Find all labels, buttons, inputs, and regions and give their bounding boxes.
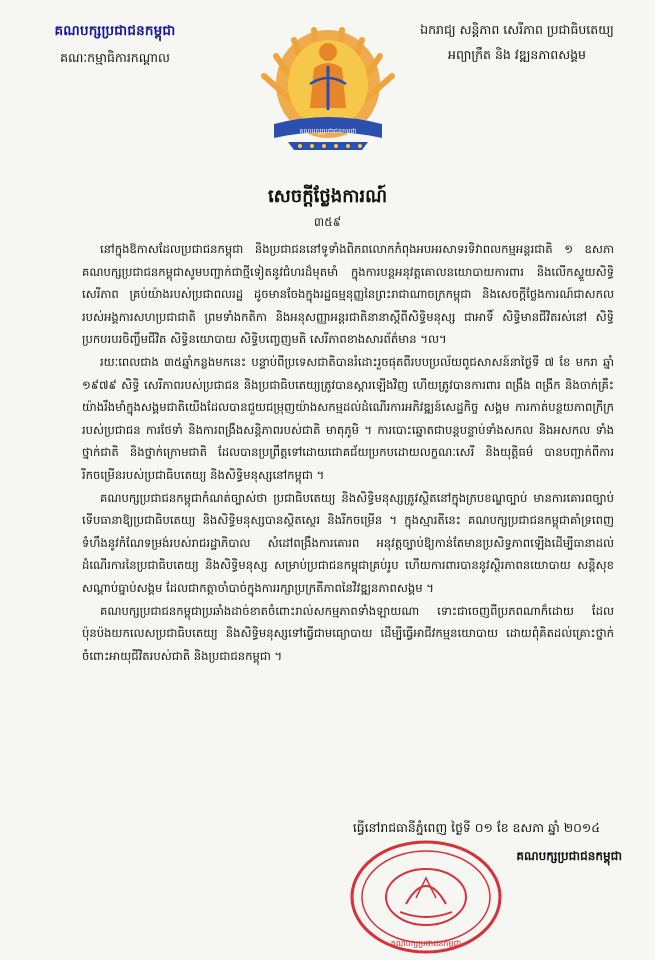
document-number: ៣៥៩: [313, 215, 342, 229]
paragraph-2: រយៈពេលជាង ៣៥ឆ្នាំកន្លងមកនេះ បន្ទាប់ពីប្រទេសជាតិបានរំដោះរួចផុតពីរបបប្រល័យពូជសាសន៍នាថ្ងៃទី ៧ ខែ មករា ឆ្នាំ ១៩៧៩ សិទ្ធិ សេរីភាពរបស់ប្រជាជន និងប្រជាធិបតេយ្យត្រូវបានស្តារឡើងវិញ ហើយត្រូវបានការពារ ពង្រឹង ពង្រីក និងចាក់គ្រឹះយ៉ាងរឹងមាំក្នុងសង្គមជាតិយើងដែលបានជួយជម្រុញយ៉ាងសកម្មដល់ដំណើរការអភិវឌ្ឍន៍សេដ្ឋកិច្ច សង្គម ការកាត់បន្ថយភាពក្រីក្ររបស់ប្រជាជន ការថែទាំ និងការពង្រឹងសន្តិភាពរបស់ជាតិ មាតុភូមិ ។ ការបោះឆ្នោតជាបន្តបន្ទាប់ទាំងសកល និងអសកល ទាំងថ្នាក់ជាតិ និងថ្នាក់ក្រោមជាតិ ដែលបានប្រព្រឹត្តទៅដោយជោគជ័យប្រកបដោយលក្ខណៈសេរី និងយុត្តិធម៌ បានបញ្ជាក់ពីការរីកចម្រើនរបស់ប្រជាធិបតេយ្យ និងសិទ្ធិមនុស្សនៅកម្ពុជា ។: [82, 354, 614, 482]
party-logo: [248, 14, 408, 154]
committee-name: គណៈកម្មាធិការកណ្តាល: [60, 50, 170, 65]
paragraph-4: គណបក្សប្រជាជនកម្ពុជាប្រឆាំងដាច់ខាតចំពោះរាល់សកម្មភាពទាំងឡាយណា ទោះជាចេញពីប្រភពណាក៏ដោយ ដែលប៉ុនប៉ងយកលេសប្រជាធិបតេយ្យ និងសិទ្ធិមនុស្សទៅធ្វើជាមធ្យោបាយ ដើម្បីធ្វើអាជីវកម្មនយោបាយ ដោយពុំគិតដល់គ្រោះថ្នាក់ចំពោះអាយុជីវិតរបស់ជាតិ និងប្រជាជនកម្ពុជា ។: [82, 603, 614, 663]
header-right: [397, 22, 637, 66]
logo-caption: គណបក្សប្រជាជនកម្ពុជា: [299, 127, 357, 135]
header-left: [20, 22, 210, 69]
paragraph-3: គណបក្សប្រជាជនកម្ពុជាកំណត់ច្បាស់ថា ប្រជាធិបតេយ្យ និងសិទ្ធិមនុស្សត្រូវស្ថិតនៅក្នុងក្របខណ្ឌច្បាប់ មានការគោរពច្បាប់ទើបធានាឱ្យប្រជាធិបតេយ្យ និងសិទ្ធិមនុស្សបានស្ថិតស្ថេរ និងរីកចម្រើន ។ ក្នុងស្មារតីនេះ គណបក្សប្រជាជនកម្ពុជាគាំទ្រពេញទំហឹងនូវកំណែទម្រង់របស់រាជរដ្ឋាភិបាល សំដៅពង្រឹងការគោរព អនុវត្តច្បាប់ឱ្យកាន់តែមានប្រសិទ្ធភាពឡើងដើម្បីធានាដល់ដំណើរការនៃប្រជាធិបតេយ្យ និងសិទ្ធិមនុស្ស សម្រាប់ប្រជាជនកម្ពុជាគ្រប់រូប ហើយការពារបាននូវស្ថិរភាពនយោបាយ សន្តិសុខ សណ្តាប់ធ្នាប់សង្គម ដែលជាកត្តាចាំបាច់ក្នុងការរក្សាប្រក្រតីភាពនៃវិវឌ្ឍនភាពសង្គម ។: [82, 490, 614, 595]
party-name: គណបក្សប្រជាជនកម្ពុជា: [54, 23, 176, 39]
document-title: សេចក្តីថ្លែងការណ៍: [267, 186, 388, 207]
paragraph-1: នៅក្នុងឱកាសដែលប្រជាជនកម្ពុជា និងប្រជាជននៅទូទាំងពិភពលោកកំពុងអបអរសាទរទិវាពលកម្មអន្តរជាតិ ១ ឧសភា គណបក្សប្រជាជនកម្ពុជាសូមបញ្ជាក់ជាថ្មីទៀតនូវជំហរដ៏មុតមាំ ក្នុងការបន្តអនុវត្តគោលនយោបាយការពារ និងលើកស្ទួយសិទ្ធិ សេរីភាព គ្រប់យ៉ាងរបស់ប្រជាពលរដ្ឋ ដូចមានចែងក្នុងរដ្ឋធម្មនុញ្ញនៃព្រះរាជាណាចក្រកម្ពុជា និងសេចក្តីថ្លែងការណ៍ជាសកលរបស់អង្គការសហប្រជាជាតិ ព្រមទាំងកតិកា និងអនុសញ្ញាអន្តរជាតិនានាស្តីពីសិទ្ធិមនុស្ស ជាអាទិ៍ សិទ្ធិមានជីវិតរស់នៅ សិទ្ធិប្រកបរបរចិញ្ចឹមជីវិត សិទ្ធិនយោបាយ សិទ្ធិបញ្ចេញមតិ សេរីភាពខាងសារព័ត៌មាន ។ល។: [82, 242, 614, 347]
signature-party-name: គណបក្សប្រជាជនកម្ពុជា: [516, 849, 622, 863]
date-line: ធ្វើនៅរាជធានីភ្នំពេញ ថ្ងៃទី ០១ ខែ ឧសភា ឆ្នាំ ២០១៤: [352, 820, 600, 835]
national-motto-line2: អព្យាក្រឹត និង វឌ្ឍនភាពសង្គម: [448, 47, 586, 62]
statement-body: [82, 238, 614, 667]
seal-text: គណបក្សប្រជាជនកម្ពុជា: [390, 939, 462, 948]
national-motto-line1: ឯករាជ្យ សន្តិភាព សេរីភាព ប្រជាធិបតេយ្យ: [420, 22, 614, 37]
